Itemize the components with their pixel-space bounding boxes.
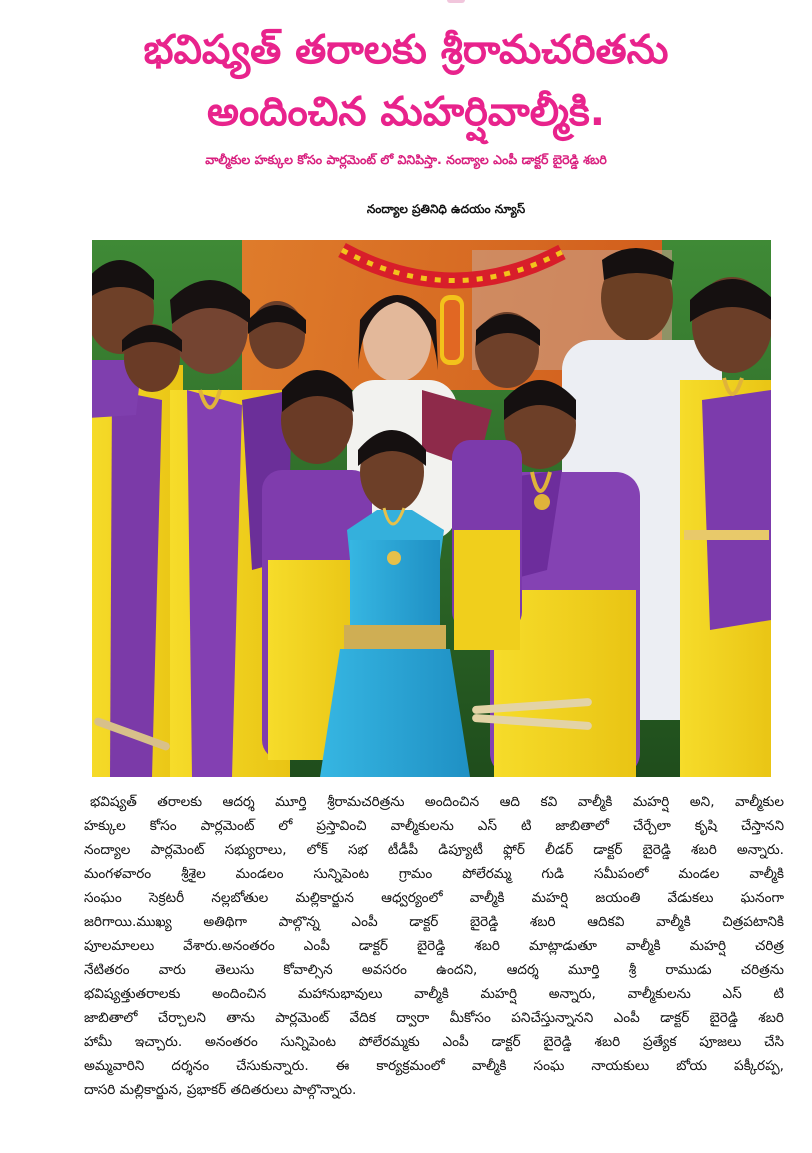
article-body-line: భవిష్యత్తుతరాలకు అందించిన మహానుభావులు వాల్మీకి మహర్షి అన్నారు, వాల్మీకులను ఎస్ టి — [84, 986, 784, 1002]
article-body-line: జాబితాలో చేర్చాలని తాను పార్లమెంట్ వేదిక ద్వారా మీకోసం పనిచేస్తున్నానని ఎంపీ డాక్టర్ బైరెడ్డి శబరి — [84, 1010, 784, 1026]
article-body-line: అమ్మవారిని దర్శనం చేసుకున్నారు. ఈ కార్యక్రమంలో వాల్మీకి సంఘ నాయకులు బోయ పక్కీరప్ప, — [84, 1058, 784, 1074]
headline-line-1: భవిష్యత్ తరాలకు శ్రీరామచరితను — [143, 27, 669, 73]
article-body-line: హక్కుల కోసం పార్లమెంట్ లో ప్రస్తావించి వాల్మీకులను ఎస్ టి జాబితాలో చేర్చేలా కృషి చేస్తానని — [84, 818, 784, 834]
subheadline: వాల్మీకుల హక్కుల కోసం పార్లమెంట్ లో వినిపిస్తా. నంద్యాల ఎంపీ డాక్టర్ బైరెడ్డి శబరి — [205, 152, 607, 167]
top-crop-mark — [447, 0, 465, 3]
article-body-line: మంగళవారం శ్రీశైల మండలం సున్నిపెంట గ్రామం పోలేరమ్మ గుడి సమీపంలో మండల వాల్మీకి — [84, 866, 784, 882]
headline-line-2: అందించిన మహర్షివాల్మీకి. — [206, 89, 605, 135]
group-photo-illustration — [92, 240, 771, 777]
article-body-line: దాసరి మల్లికార్జున, ప్రభాకర్ తదితరులు పాల్గొన్నారు. — [84, 1082, 357, 1098]
article-body-line: హామీ ఇచ్చారు. అనంతరం సున్నిపెంట పోలేరమ్మకు ఎంపీ డాక్టర్ బైరెడ్డి శబరి ప్రత్యేక పూజలు చేసి — [84, 1034, 784, 1050]
article-body-line: జరిగాయి.ముఖ్య అతిథిగా పాల్గొన్న ఎంపీ డాక్టర్ బైరెడ్డి శబరి ఆదికవి వాల్మీకి చిత్రపటానికి — [84, 914, 784, 930]
article-body — [84, 790, 784, 1102]
article-body-line: సంఘం సెక్రటరీ నల్లబోతుల మల్లికార్జున ఆధ్వర్యంలో వాల్మీకి మహర్షి జయంతి వేడుకలు ఘనంగా — [84, 890, 784, 906]
group-photo — [92, 240, 771, 777]
article-body-line: పూలమాలలు వేశారు.అనంతరం ఎంపీ డాక్టర్ బైరెడ్డి శబరి మాట్లాడుతూ వాల్మీకి మహర్షి చరిత్ర — [84, 938, 784, 954]
article-body-line: నేటితరం వారు తెలుసు కోవాల్సిన అవసరం ఉందని, ఆదర్శ మూర్తి శ్రీ రాముడు చరిత్రను — [84, 962, 784, 978]
article-body-line: భవిష్యత్ తరాలకు ఆదర్శ మూర్తి శ్రీరామచరిత్రను అందించిన ఆది కవి వాల్మీకి మహర్షి అని, వాల్మీకుల — [90, 794, 784, 810]
byline: నంద్యాల ప్రతినిధి ఉదయం న్యూస్ — [366, 202, 526, 216]
article-body-line: నంద్యాల పార్లమెంట్ సభ్యురాలు, లోక్ సభ టీడీపీ డిప్యూటీ ఫ్లోర్ లీడర్ డాక్టర్ బైరెడ్డి శబరి అన్నారు. — [84, 842, 784, 858]
